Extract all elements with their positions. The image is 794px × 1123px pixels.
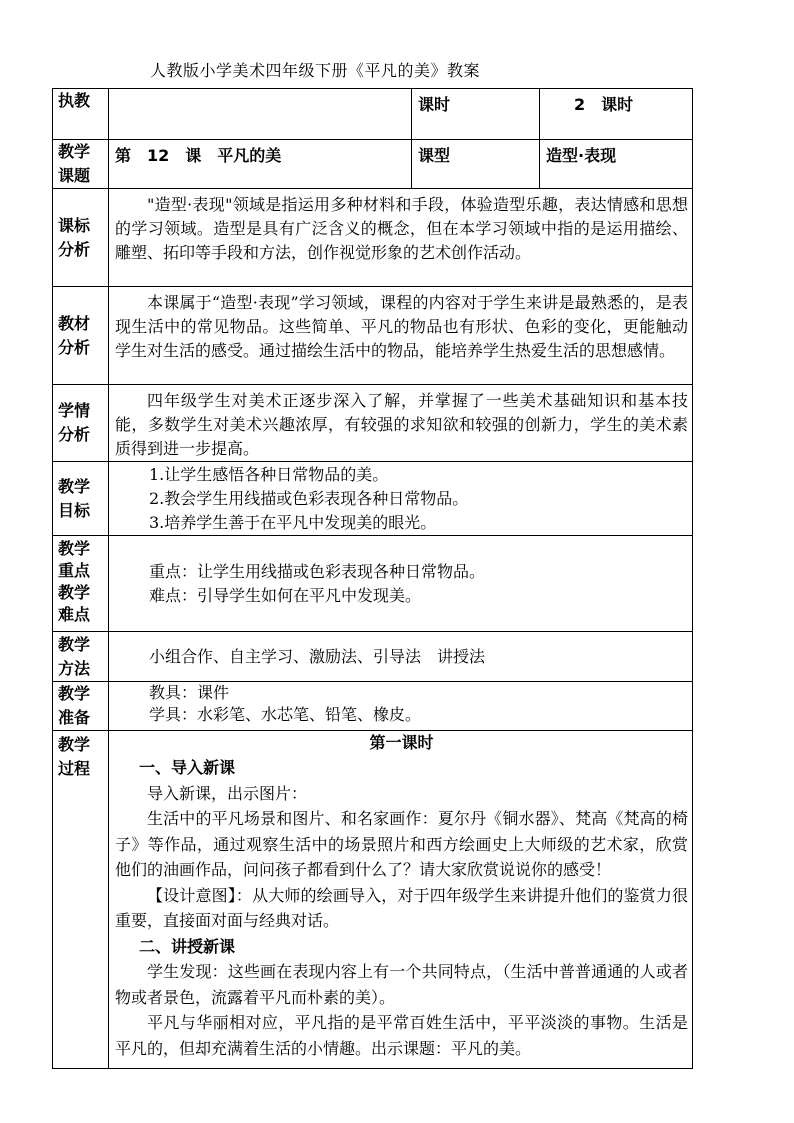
focus-label xyxy=(53,536,109,632)
goal-item: 2.教会学生用线描或色彩表现各种日常物品。 xyxy=(149,489,469,508)
curriculum-label xyxy=(53,189,109,287)
process-paragraph: 生活中的平凡场景和图片、和名家画作：夏尔丹《铜水器》、梵高《梵高的椅子》等作品，通过观察生活中的场景照片和西方绘画史上大师级的艺术家，欣赏他们的油画作品，问问孩子都看到什么了？请大家欣赏说说你的感受！ xyxy=(115,809,688,879)
hours-label: 课时 xyxy=(412,89,540,140)
goal-item: 3.培养学生善于在平凡中发现美的眼光。 xyxy=(149,513,437,532)
document-title: 人教版小学美术四年级下册《平凡的美》教案 xyxy=(150,61,481,80)
hours-value: 2 课时 xyxy=(540,89,693,140)
curriculum-label-line1: 课标 xyxy=(58,215,91,235)
goals-label-line1: 教学 xyxy=(58,476,91,496)
textbook-label-line2: 分析 xyxy=(58,337,91,357)
student-tools-text: 学具：水彩笔、水芯笔、铅笔、橡皮。 xyxy=(149,705,422,724)
executor-row xyxy=(53,89,693,140)
textbook-text: 本课属于“造型·表现”学习领域，课程的内容对于学生来讲是最熟悉的，是表现生活中的常见物品。这些简单、平凡的物品也有形状、色彩的变化，更能触动学生对生活的感受。通过描绘生活中的物品，能培养学生热爱生活的思想感情。 xyxy=(115,293,688,360)
lesson-heading: 第一课时 xyxy=(369,733,434,752)
students-label-line1: 学情 xyxy=(58,401,91,420)
difficulty-text: 难点：引导学生如何在平凡中发现美。 xyxy=(149,585,422,605)
prep-label-line2: 准备 xyxy=(58,708,91,727)
methods-label-line2: 方法 xyxy=(58,658,91,678)
students-label-line2: 分析 xyxy=(58,425,91,444)
textbook-row xyxy=(53,287,693,385)
process-paragraph: 学生发现：这些画在表现内容上有一个共同特点，（生活中普普通通的人或者物或者景色，流露着平凡而朴素的美）。 xyxy=(115,962,688,1007)
methods-text: 小组合作、自主学习、激励法、引导法 讲授法 xyxy=(149,646,486,666)
lesson-type-label: 课型 xyxy=(412,140,540,189)
focus-label-line1: 教学 xyxy=(58,539,91,558)
prep-label xyxy=(53,682,109,731)
process-paragraph: 平凡与华丽相对应，平凡指的是平常百姓生活中，平平淡淡的事物。生活是平凡的，但却充满着生活的小情趣。出示课题：平凡的美。 xyxy=(115,1013,688,1058)
textbook-cell xyxy=(109,287,693,385)
prep-row xyxy=(53,682,693,731)
curriculum-row xyxy=(53,189,693,287)
textbook-label xyxy=(53,287,109,385)
topic-label-line1: 教学 xyxy=(58,142,91,161)
process-paragraph: 导入新课，出示图片： xyxy=(147,783,308,803)
methods-label xyxy=(53,632,109,682)
teacher-tools-text: 教具：课件 xyxy=(149,683,230,702)
methods-label-line1: 教学 xyxy=(58,634,91,654)
textbook-label-line1: 教材 xyxy=(58,313,91,333)
section-heading-new-lesson: 二、讲授新课 xyxy=(139,936,236,956)
focus-cell xyxy=(109,536,693,632)
prep-label-line1: 教学 xyxy=(58,684,91,703)
topic-value: 第 12 课 平凡的美 xyxy=(109,140,412,189)
students-label xyxy=(53,385,109,462)
executor-label: 执教 xyxy=(53,89,109,140)
prep-cell xyxy=(109,682,693,731)
process-label xyxy=(53,731,109,1069)
process-row xyxy=(53,731,693,1069)
process-label-line1: 教学 xyxy=(58,735,91,754)
curriculum-label-line2: 分析 xyxy=(58,239,91,259)
focus-label-line2: 重点 xyxy=(58,561,91,580)
lesson-type-value: 造型·表现 xyxy=(540,140,693,189)
design-intent-paragraph: 【设计意图】：从大师的绘画导入，对于四年级学生来讲提升他们的鉴赏力很重要，直接面对面与经典对话。 xyxy=(115,885,688,930)
focus-label-line4: 难点 xyxy=(58,605,91,624)
topic-row xyxy=(53,140,693,189)
executor-value xyxy=(109,89,412,140)
goals-label-line2: 目标 xyxy=(58,500,91,520)
goals-row xyxy=(53,462,693,536)
students-row xyxy=(53,385,693,462)
process-cell xyxy=(109,731,693,1069)
process-label-line2: 过程 xyxy=(58,759,91,778)
focus-row xyxy=(53,536,693,632)
topic-label xyxy=(53,140,109,189)
key-point-text: 重点：让学生用线描或色彩表现各种日常物品。 xyxy=(149,561,486,581)
students-text: 四年级学生对美术正逐步深入了解，并掌握了一些美术基础知识和基本技能，多数学生对美术兴趣浓厚，有较强的求知欲和较强的创新力，学生的美术素质得到进一步提高。 xyxy=(115,391,688,458)
methods-cell xyxy=(109,632,693,682)
focus-label-line3: 教学 xyxy=(58,583,91,602)
students-cell xyxy=(109,385,693,462)
topic-label-line2: 课题 xyxy=(58,166,91,185)
curriculum-text: "造型·表现"领域是指运用多种材料和手段，体验造型乐趣，表达情感和思想的学习领域。造型是具有广泛含义的概念，但在本学习领域中指的是运用描绘、雕塑、拓印等手段和方法，创作视觉形象的艺术创作活动。 xyxy=(115,195,688,262)
goals-cell xyxy=(109,462,693,536)
curriculum-cell xyxy=(109,189,693,287)
goals-label xyxy=(53,462,109,536)
lesson-plan-table xyxy=(52,88,693,1069)
section-heading-intro: 一、导入新课 xyxy=(139,758,236,777)
goal-item: 1.让学生感悟各种日常物品的美。 xyxy=(149,465,389,484)
methods-row xyxy=(53,632,693,682)
